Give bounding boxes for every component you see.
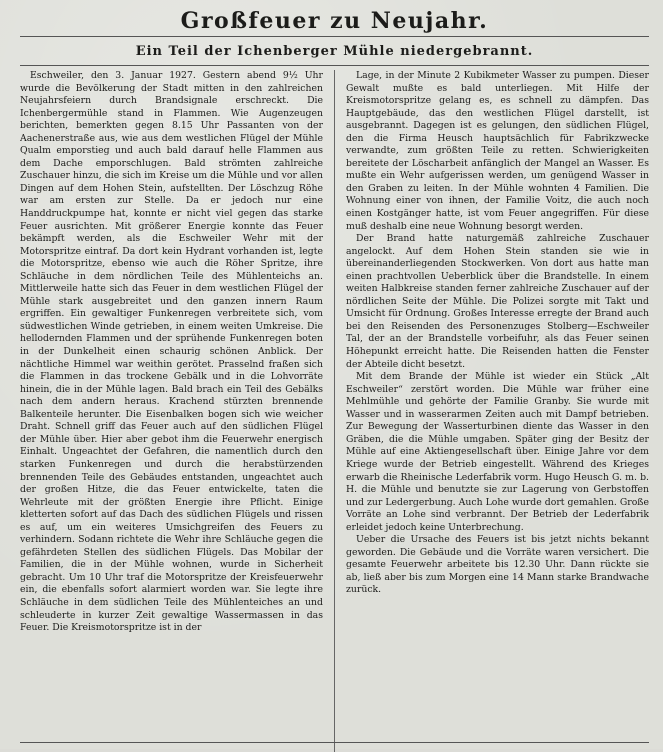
paragraph: Mit dem Brande der Mühle ist wieder ein Stück „Alt Eschweiler“ zerstört worden. Die Mühle war früher eine Mehlmühle und gehörte der Familie Granby. Sie wurde mit Wasser und in wasserarmen Zeiten auch mit Dampf betrieben. Zur Bewegung der Wasserturbinen diente das Wasser in den Gräben, die die Mühle umgaben. Später ging der Besitz der Mühle auf eine Aktiengesellschaft über. Einige Jahre vor dem Kriege wurde der Betrieb eingestellt. Während des Krieges erwarb die Rheinische Lederfabrik vorm. Hugo Heusch G. m. b. H. die Mühle und benutzte sie zur Lagerung von Gerbstoffen und zur Ledergerbung. Auch Lohe wurde dort gemahlen. Große Vorräte an Lohe sind verbrannt. Der Betrieb der Lederfabrik erleidet jedoch keine Unterbrechung. [346,371,649,533]
left-column [20,70,323,752]
article-subtitle: Ein Teil der Ichenberger Mühle niedergebrannt. [135,44,534,59]
article-title: Großfeuer zu Neujahr. [20,6,649,37]
bottom-divider [20,742,649,743]
paragraph: Gestern abend 9½ Uhr wurde die Bevölkerung der Stadt mitten in den zahlreichen Neujahrsfeiern durch Brandsignale erschreckt. Die Ichenbergermühle stand in Flammen. Wie Augenzeugen berichten, bemerkten gegen 8.15 Uhr Passanten von der Aachenerstraße aus, wie aus dem westlichen Flügel der Mühle Qualm emporstieg und auch bald darauf helle Flammen aus dem Dache emporschlugen. Bald strömten zahlreiche Zuschauer hinzu, die sich im Kreise um die Mühle und vor allen Dingen auf dem Hohen Stein, aufstellten. Der Löschzug Röhe war am ersten zur Stelle. Da er jedoch nur eine Handdruckpumpe hat, konnte er nicht viel gegen das starke Feuer ausrichten. Mit größerer Energie konnte das Feuer bekämpft werden, als die Eschweiler Wehr mit der Motorspritze eintraf. Da dort kein Hydrant vorhanden ist, legte die Motorspritze, ebenso wie auch die Röher Spritze, ihre Schläuche in dem nördlichen Teile des Mühlenteichs an. Mittlerweile hatte sich das Feuer in dem westlichen Flügel der Mühle stark ausgebreitet und den ganzen innern Raum ergriffen. Ein gewaltiger Funkenregen verbreitete sich, vom südwestlichen Winde getrieben, in einem weiten Umkreise. Die hellodernden Flammen und der sprühende Funkenregen boten in der Dunkelheit einen schaurig schönen Anblick. Der nächtliche Himmel war weithin gerötet. Prasselnd fraßen sich die Flammen in das trockene Gebälk und in die Lohvorräte hinein, die in der Mühle lagen. Bald brach ein Teil des Gebälks nach dem andern heraus. Krachend stürzten brennende Balkenteile herunter. Die Eisenbalken bogen sich wie weicher Draht. Schnell griff das Feuer auch auf den südlichen Flügel der Mühle über. Hier aber gebot ihm die Feuerwehr energisch Einhalt. Ungeachtet der Gefahren, die namentlich durch den starken Funkenregen und durch die herabstürzenden brennenden Teile des Gebäudes entstanden, ungeachtet auch der großen Hitze, die das Feuer entwickelte, taten die Wehrleute mit der größten Energie ihre Pflicht. Einige kletterten sofort auf das Dach des südlichen Flügels und rissen es auf, um ein weiteres Umsichgreifen des Feuers zu verhindern. Sodann richtete die Wehr ihre Schläuche gegen die gefährdeten Stellen des südlichen Flügels. Das Mobilar der Familien, die in der Mühle wohnen, wurde in Sicherheit gebracht. Um 10 Uhr traf die Motorspritze der Kreisfeuerwehr ein, die ebenfalls sofort alarmiert worden war. Sie legte ihre Schläuche in dem südlichen Teile des Mühlenteiches an und schleuderte in kurzer Zeit gewaltige Wassermassen in das Feuer. Die Kreismotorspritze ist in der [20,70,323,634]
dateline-paragraph [20,70,323,635]
paragraph: Ueber die Ursache des Feuers ist bis jetzt nichts bekannt geworden. Die Gebäude und die Vorräte waren versichert. Die gesamte Feuerwehr arbeitete bis 12.30 Uhr. Dann rückte sie ab, ließ aber bis zum Morgen eine 14 Mann starke Brandwache zurück. [346,534,649,596]
paragraph: Lage, in der Minute 2 Kubikmeter Wasser zu pumpen. Dieser Gewalt mußte es bald unterliegen. Mit Hilfe der Kreismotorspritze gelang es, es schnell zu dämpfen. Das Hauptgebäude, das den westlichen Flügel darstellt, ist ausgebrannt. Dagegen ist es gelungen, den südlichen Flügel, den die Firma Heusch hauptsächlich für Fabrikzwecke verwandte, zum größten Teile zu retten. Schwierigkeiten bereitete der Löscharbeit anfänglich der Mangel an Wasser. Es mußte ein Wehr aufgerissen werden, um genügend Wasser in den Graben zu leiten. In der Mühle wohnten 4 Familien. Die Wohnung einer von ihnen, der Familie Voitz, die auch noch einen Kostgänger hatte, ist vom Feuer angegriffen. Für diese muß deshalb eine neue Wohnung besorgt werden. [346,70,649,232]
right-column [346,70,649,752]
column-divider [334,70,335,752]
paragraph: Der Brand hatte naturgemäß zahlreiche Zuschauer angelockt. Auf dem Hohen Stein standen sie wie in übereinanderliegenden Stockwerken. Von dort aus hatte man einen prachtvollen Ueberblick über die Brandstelle. In einem weiten Halbkreise standen ferner zahlreiche Zuschauer auf der nördlichen Seite der Mühle. Die Polizei sorgte mit Takt und Umsicht für Ordnung. Großes Interesse erregte der Brand auch bei den Reisenden des Personenzuges Stolberg—Eschweiler Tal, der an der Brandstelle vorbeifuhr, als das Feuer seinen Höhepunkt erreicht hatte. Die Reisenden hatten die Fenster der Abteile dicht besetzt. [346,233,649,370]
dateline: Eschweiler, den 3. Januar 1927. [30,70,203,81]
header-divider [20,65,649,66]
article-body [20,70,649,752]
